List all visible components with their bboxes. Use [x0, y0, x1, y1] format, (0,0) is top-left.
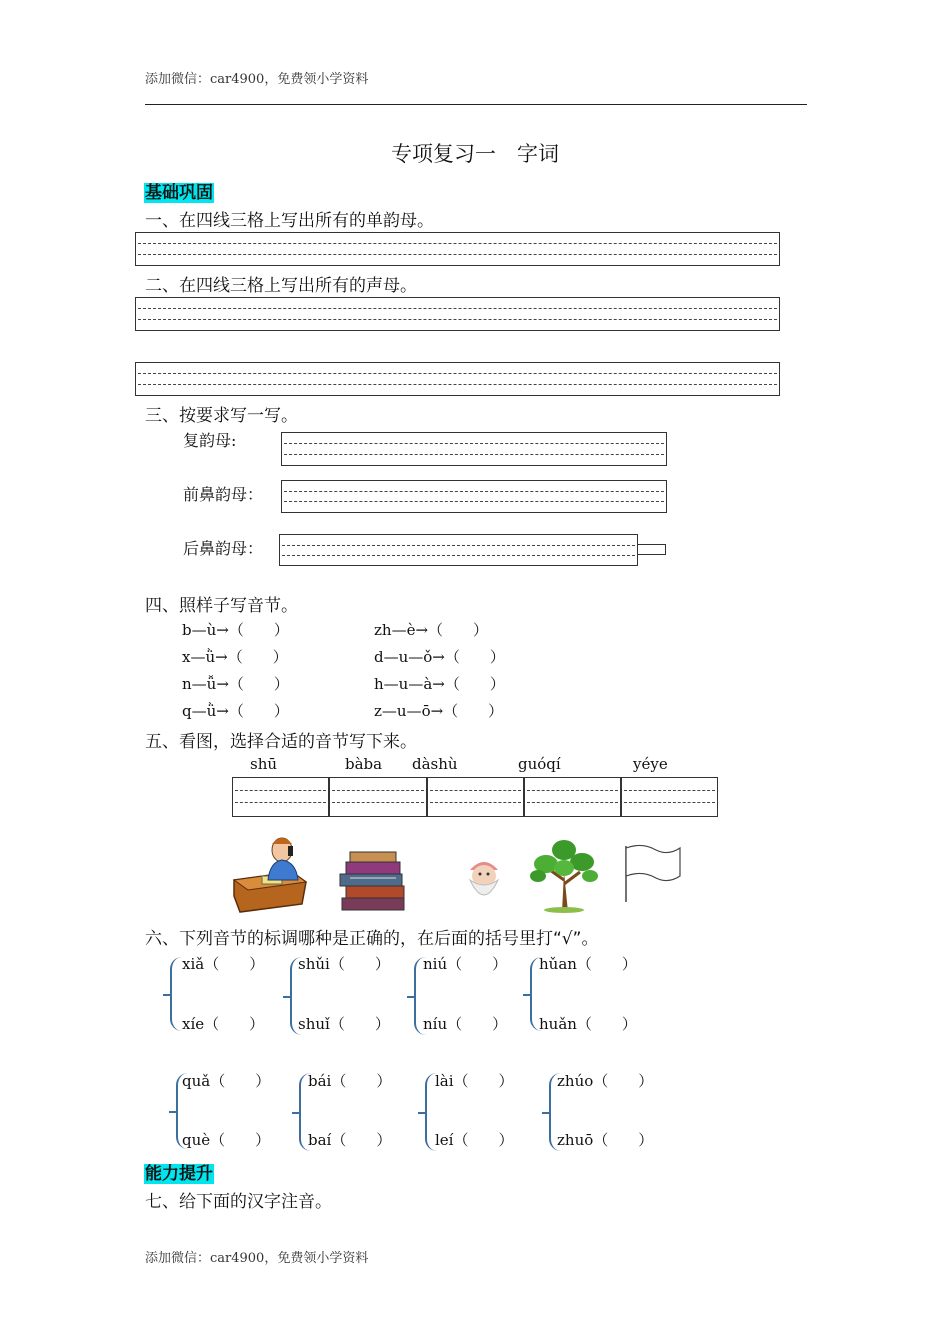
q1-writing-grid[interactable]	[135, 232, 780, 266]
stack-of-books-image	[336, 848, 412, 914]
q4-right-item-3: h—u—à→（ ）	[374, 675, 505, 693]
q5-grid-4[interactable]	[524, 777, 621, 817]
q6-r1-g1-a: xiǎ（ ）	[182, 955, 265, 973]
question-5: 五、看图，选择合适的音节写下来。	[145, 732, 417, 752]
question-3: 三、按要求写一写。	[145, 406, 298, 426]
header-rule	[145, 104, 807, 105]
q6-r1-g4-a: hǔan（ ）	[539, 955, 637, 973]
q6-r2-g3-b: leí（ ）	[435, 1131, 514, 1149]
section-basic	[144, 178, 214, 203]
page-footer: 添加微信：car4900，免费领小学资料	[145, 1251, 369, 1266]
q4-left-item-3: n—ǚ→（ ）	[182, 675, 289, 693]
page-title: 专项复习一 字词	[391, 142, 559, 166]
flag-image	[622, 842, 684, 904]
q3-grid-houbi[interactable]	[279, 534, 638, 566]
q3-label-qianbi: 前鼻韵母：	[183, 485, 264, 504]
q5-pinyin-5: yéye	[633, 755, 668, 773]
tree-image	[528, 832, 600, 914]
q6-r1-g1-b: xíe（ ）	[182, 1015, 265, 1033]
q6-r2-g2-b: baí（ ）	[308, 1131, 392, 1149]
question-6: 六、下列音节的标调哪种是正确的，在后面的括号里打“√”。	[145, 929, 599, 949]
q4-right-item-1: zh—è→（ ）	[374, 621, 489, 639]
q3-grid-fuyunmu[interactable]	[281, 432, 667, 466]
q6-r2-g3-a: lài（ ）	[435, 1072, 514, 1090]
section-basic-label: 基础巩固	[145, 183, 213, 203]
q4-left-item-4: q—ǜ→（ ）	[182, 702, 289, 720]
q6-r2-g1-a: quǎ（ ）	[182, 1072, 271, 1090]
question-2: 二、在四线三格上写出所有的声母。	[145, 276, 417, 296]
q6-r1-g3-b: níu（ ）	[423, 1015, 508, 1033]
q5-pinyin-3: dàshù	[412, 755, 458, 773]
man-on-phone-image	[232, 828, 310, 914]
q3-label-fuyunmu: 复韵母:	[183, 431, 237, 450]
q2-writing-grid-2[interactable]	[135, 362, 780, 396]
q6-r2-g2-a: bái（ ）	[308, 1072, 392, 1090]
q2-writing-grid-1[interactable]	[135, 297, 780, 331]
page-header: 添加微信：car4900，免费领小学资料	[145, 72, 369, 87]
q5-pinyin-1: shū	[250, 755, 278, 773]
q6-r2-g4-b: zhuō（ ）	[557, 1131, 654, 1149]
q5-grid-1[interactable]	[232, 777, 329, 817]
q5-grid-5[interactable]	[621, 777, 718, 817]
q5-pinyin-4: guóqí	[518, 755, 561, 773]
question-4: 四、照样子写音节。	[145, 596, 298, 616]
q5-grid-2[interactable]	[329, 777, 427, 817]
question-1: 一、在四线三格上写出所有的单韵母。	[145, 211, 434, 231]
q3-grid-houbi-tail	[637, 544, 666, 555]
q6-r1-g4-b: huǎn（ ）	[539, 1015, 637, 1033]
q6-r1-g2-b: shuǐ（ ）	[298, 1015, 390, 1033]
q6-r1-g3-a: niú（ ）	[423, 955, 508, 973]
old-man-image	[460, 852, 508, 908]
section-ability	[144, 1159, 214, 1184]
section-ability-label: 能力提升	[145, 1164, 213, 1184]
q4-left-item-1: b—ù→（ ）	[182, 621, 289, 639]
q4-left-item-2: x—ǜ→（ ）	[182, 648, 288, 666]
question-7: 七、给下面的汉字注音。	[145, 1192, 332, 1212]
q6-r2-g1-b: què（ ）	[182, 1131, 271, 1149]
q5-grid-3[interactable]	[427, 777, 524, 817]
q5-pinyin-2: bàba	[345, 755, 383, 773]
q3-label-houbi: 后鼻韵母：	[183, 539, 264, 558]
q4-right-item-2: d—u—ǒ→（ ）	[374, 648, 505, 666]
q6-r1-g2-a: shǔi（ ）	[298, 955, 390, 973]
q6-r2-g4-a: zhúo（ ）	[557, 1072, 654, 1090]
q4-right-item-4: z—u—ō→（ ）	[374, 702, 504, 720]
q3-grid-qianbi[interactable]	[281, 480, 667, 513]
